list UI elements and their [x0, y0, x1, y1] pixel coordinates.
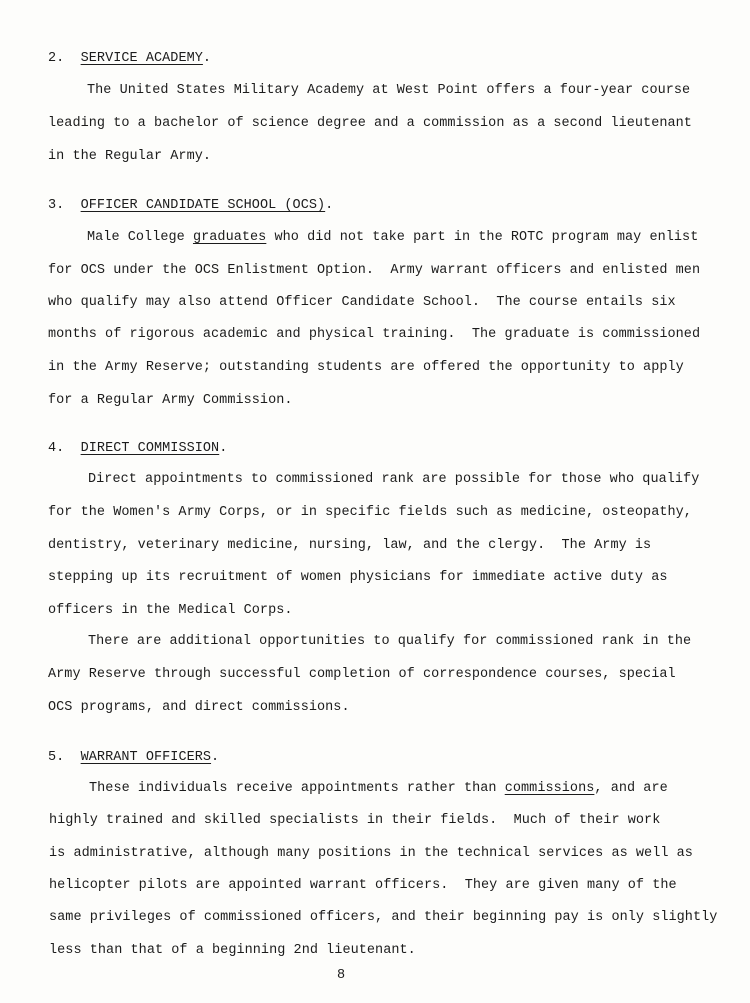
paragraph-line: helicopter pilots are appointed warrant officers. They are given many of the	[49, 878, 677, 893]
section-heading-warrant-officers: 5. WARRANT OFFICERS.	[48, 750, 220, 765]
paragraph-line: dentistry, veterinary medicine, nursing, law, and the clergy. The Army is	[48, 538, 652, 553]
paragraph-line: officers in the Medical Corps.	[48, 603, 293, 618]
paragraph-line: highly trained and skilled specialists in their fields. Much of their work	[49, 813, 661, 828]
section-heading-service-academy: 2. SERVICE ACADEMY.	[48, 51, 212, 66]
paragraph-line: Army Reserve through successful completion of correspondence courses, special	[48, 667, 676, 682]
paragraph-line: less than that of a beginning 2nd lieutenant.	[49, 943, 416, 958]
paragraph-line: who qualify may also attend Officer Candidate School. The course entails six	[48, 295, 676, 310]
paragraph-line: in the Army Reserve; outstanding students are offered the opportunity to apply	[48, 360, 684, 375]
paragraph-line: There are additional opportunities to qualify for commissioned rank in the	[88, 634, 692, 649]
paragraph-line: for OCS under the OCS Enlistment Option. Army warrant officers and enlisted men	[48, 263, 701, 278]
page-number: 8	[337, 968, 346, 983]
section-heading-ocs: 3. OFFICER CANDIDATE SCHOOL (OCS).	[48, 198, 334, 213]
paragraph-line: is administrative, although many positions in the technical services as well as	[49, 846, 693, 861]
paragraph-line: months of rigorous academic and physical training. The graduate is commissioned	[48, 327, 701, 342]
section-heading-direct-commission: 4. DIRECT COMMISSION.	[48, 441, 228, 456]
paragraph-line: These individuals receive appointments rather than commissions, and are	[89, 781, 668, 796]
paragraph-line: for a Regular Army Commission.	[48, 393, 293, 408]
paragraph-line: The United States Military Academy at West Point offers a four-year course	[87, 83, 691, 98]
paragraph-line: Direct appointments to commissioned rank are possible for those who qualify	[88, 472, 700, 487]
paragraph-line: for the Women's Army Corps, or in specific fields such as medicine, osteopathy,	[48, 505, 692, 520]
paragraph-line: leading to a bachelor of science degree and a commission as a second lieutenant	[48, 116, 692, 131]
paragraph-line: same privileges of commissioned officers, and their beginning pay is only slightly	[49, 910, 718, 925]
paragraph-line: Male College graduates who did not take part in the ROTC program may enlist	[87, 230, 699, 245]
paragraph-line: in the Regular Army.	[48, 149, 212, 164]
paragraph-line: stepping up its recruitment of women physicians for immediate active duty as	[48, 570, 668, 585]
paragraph-line: OCS programs, and direct commissions.	[48, 700, 350, 715]
